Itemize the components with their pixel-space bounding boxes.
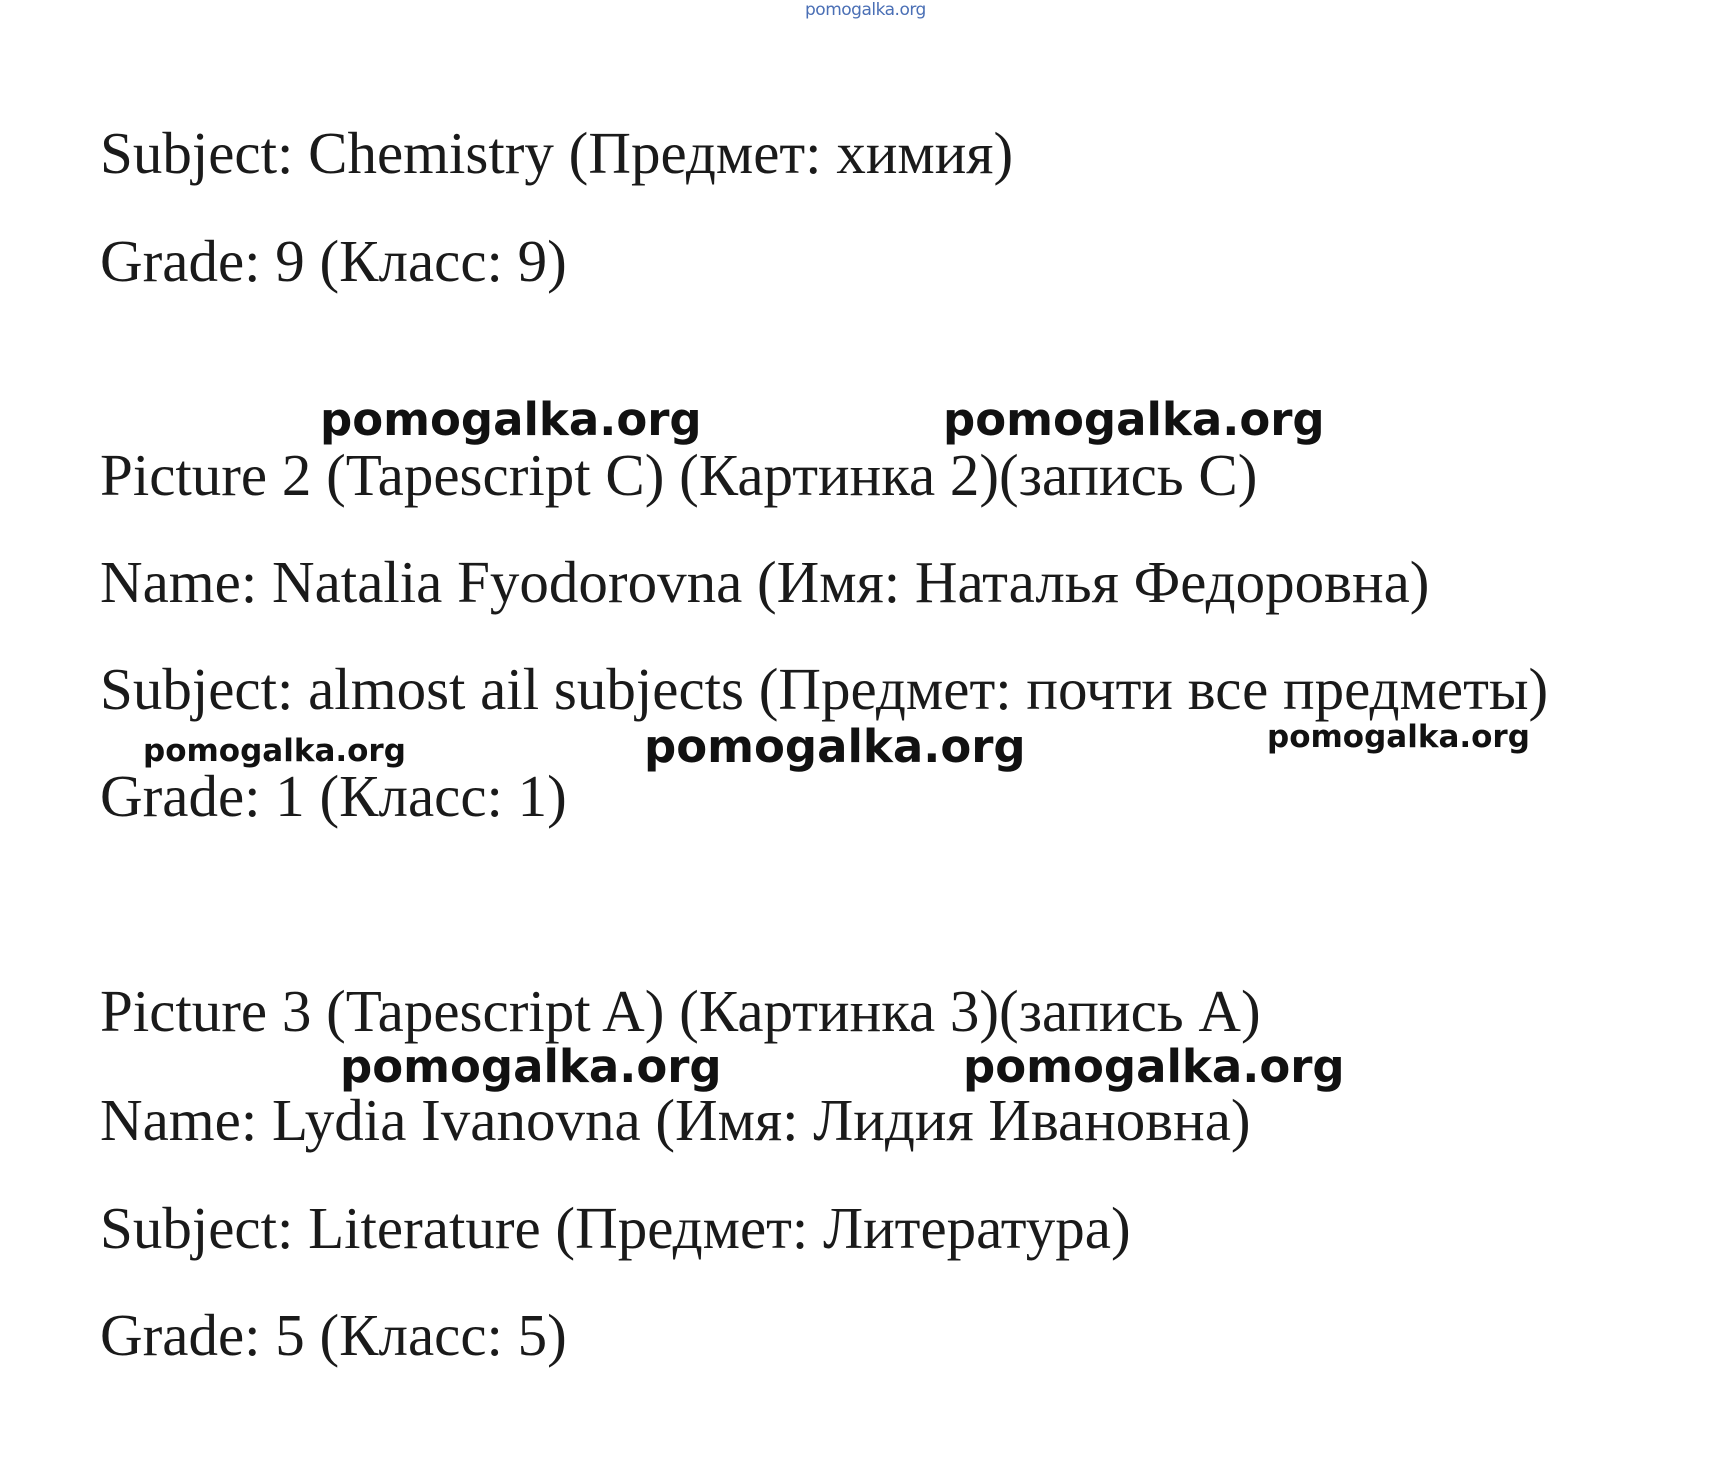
natalia-name-line: Name: Natalia Fyodorovna (Имя: Наталья Федоровна) (100, 549, 1430, 615)
header-watermark: pomogalka.org (805, 0, 926, 20)
natalia-subject-line: Subject: almost ail subjects (Предмет: почти все предметы) (100, 656, 1549, 722)
watermark-4: pomogalka.org (644, 720, 1026, 773)
picture-3-line: Picture 3 (Tapescript A) (Картинка 3)(запись А) (100, 978, 1261, 1044)
lydia-name-line: Name: Lydia Ivanovna (Имя: Лидия Ивановна) (100, 1087, 1251, 1153)
lydia-subject-line: Subject: Literature (Предмет: Литература) (100, 1195, 1131, 1261)
watermark-1: pomogalka.org (320, 393, 702, 446)
watermark-7: pomogalka.org (963, 1040, 1345, 1093)
watermark-2: pomogalka.org (943, 393, 1325, 446)
chemistry-grade-line: Grade: 9 (Класс: 9) (100, 228, 567, 294)
watermark-3: pomogalka.org (143, 733, 406, 769)
picture-2-line: Picture 2 (Tapescript C) (Картинка 2)(запись С) (100, 442, 1258, 508)
chemistry-subject-line: Subject: Chemistry (Предмет: химия) (100, 120, 1014, 186)
watermark-6: pomogalka.org (340, 1040, 722, 1093)
natalia-grade-line: Grade: 1 (Класс: 1) (100, 763, 567, 829)
watermark-5: pomogalka.org (1267, 719, 1530, 755)
lydia-grade-line: Grade: 5 (Класс: 5) (100, 1302, 567, 1368)
